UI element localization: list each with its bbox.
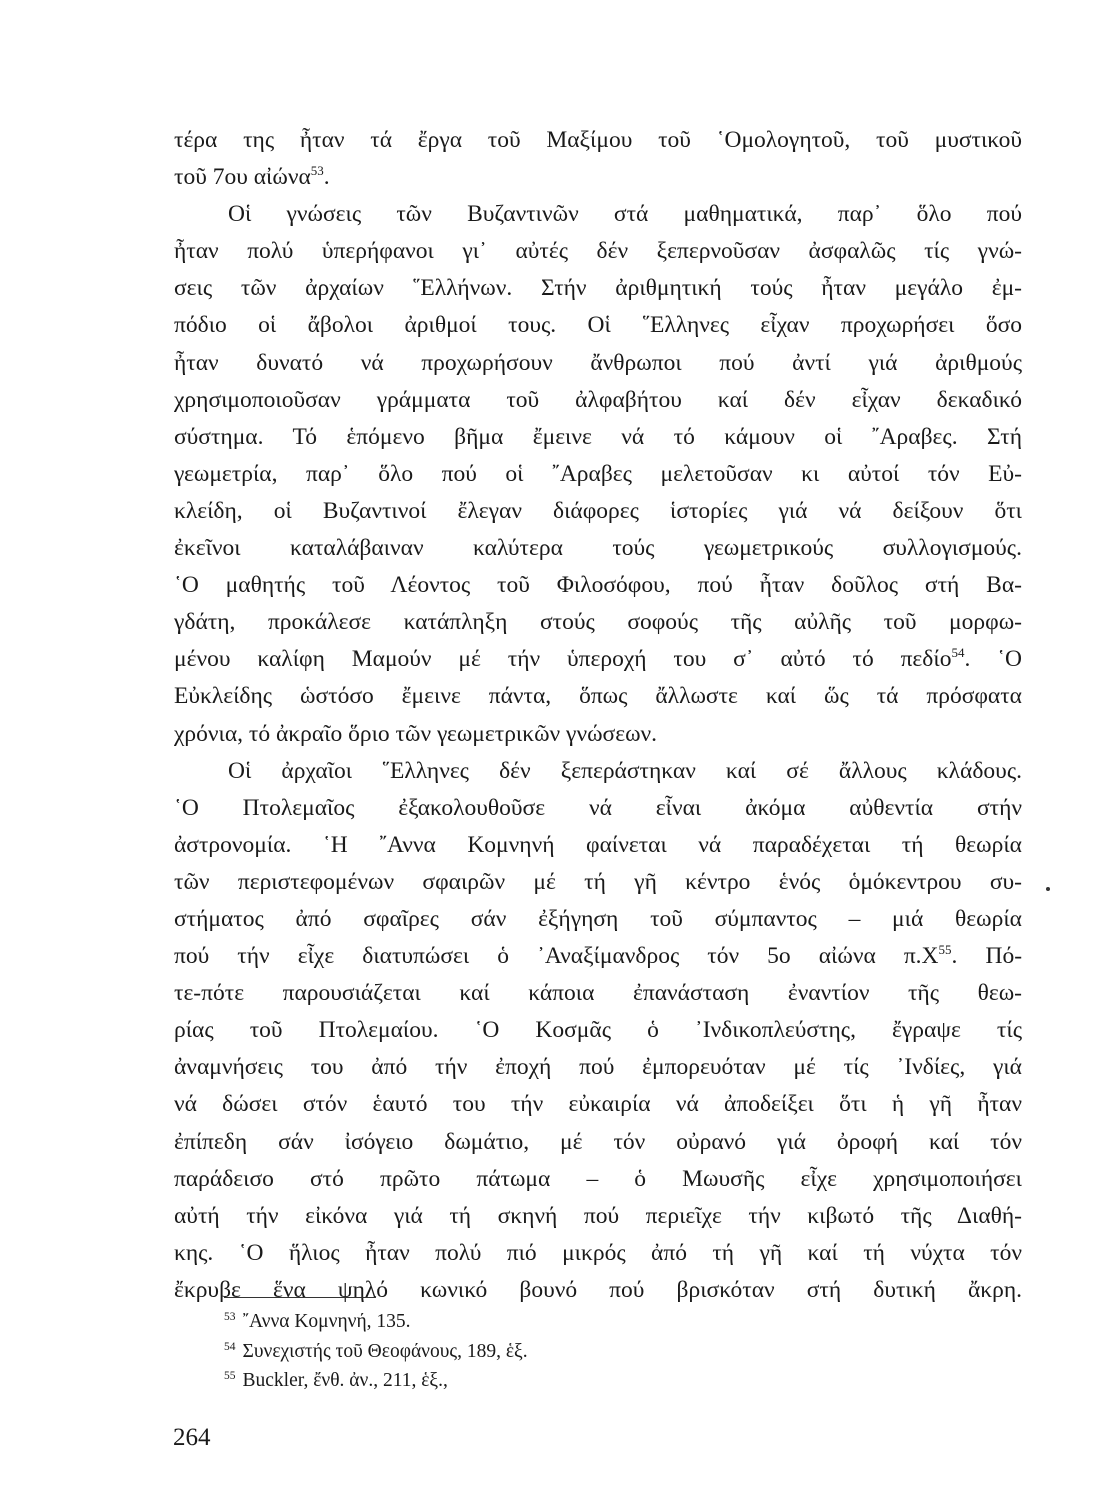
text-line-content: μένου καλίφη Μαμούν μέ τήν ὑπεροχή του σ᾿ αὐτό τό πεδίο: [174, 646, 952, 673]
text-line-content: ῾Ο: [997, 646, 1022, 673]
text-line: αὐτή τήν εἰκόνα γιά τή σκηνή πού περιεῖχε τήν κιβωτό τῆς Διαθή-: [174, 1202, 1022, 1229]
page-number: 264: [173, 1424, 211, 1451]
text-line: στήματος ἀπό σφαῖρες σάν ἐξήγηση τοῦ σύμπαντος – μιά θεωρία: [174, 905, 1022, 932]
text-line: σύστημα. Τό ἑπόμενο βῆμα ἔμεινε νά τό κάμουν οἱ ῎Αραβες. Στή: [174, 423, 1022, 450]
text-line: [174, 641, 1022, 678]
text-line: ρίας τοῦ Πτολεμαίου. ῾Ο Κοσμᾶς ὁ ᾿Ινδικοπλεύστης, ἔγραψε τίς: [174, 1017, 1022, 1044]
text-line: ἀστρονομία. ῾Η ῎Αννα Κομνηνή φαίνεται νά παραδέχεται τή θεωρία: [174, 831, 1022, 858]
body-text: [174, 122, 1022, 1309]
text-line: τε-πότε παρουσιάζεται καί κάποια ἐπανάσταση ἐναντίον τῆς θεω-: [174, 980, 1022, 1007]
footnote-number: 53: [224, 1311, 236, 1323]
text-line-content: τοῦ 7ου αἰώνα: [174, 164, 311, 191]
text-line: παράδεισο στό πρῶτο πάτωμα – ὁ Μωυσῆς εἶχε χρησιμοποιήσει: [174, 1165, 1022, 1192]
footnote-number: 55: [224, 1370, 236, 1382]
text-line: [174, 938, 1022, 975]
punctuation: .: [964, 646, 971, 673]
text-line: σεις τῶν ἀρχαίων ῞Ελλήνων. Στήν ἀριθμητική τούς ἦταν μεγάλο ἐμ-: [174, 275, 1022, 302]
footnote-54: [224, 1337, 528, 1367]
footnote-ref-55[interactable]: 55: [938, 942, 952, 958]
footnotes: [224, 1307, 528, 1396]
text-line: τέρα της ἦταν τά ἔργα τοῦ Μαξίμου τοῦ ῾Ομολογητοῦ, τοῦ μυστικοῦ: [174, 127, 1022, 153]
text-line: ἐπίπεδη σάν ἰσόγειο δωμάτιο, μέ τόν οὐρανό γιά ὀροφή καί τόν: [174, 1128, 1022, 1155]
text-line: ῾Ο Πτολεμαῖος ἐξακολουθοῦσε νά εἶναι ἀκόμα αὐθεντία στήν: [174, 794, 1022, 821]
text-line: ἦταν πολύ ὑπερήφανοι γι᾿ αὐτές δέν ξεπερνοῦσαν ἀσφαλῶς τίς γνώ-: [174, 238, 1022, 265]
footnote-ref-53[interactable]: 53: [310, 163, 324, 179]
text-line: [174, 159, 1022, 196]
text-line: ἀναμνήσεις του ἀπό τήν ἐποχή πού ἐμπορευόταν μέ τίς ᾿Ινδίες, γιά: [174, 1054, 1022, 1081]
text-line: γδάτη, προκάλεσε κατάπληξη στούς σοφούς τῆς αὐλῆς τοῦ μορφω-: [174, 609, 1022, 636]
text-line: τῶν περιστεφομένων σφαιρῶν μέ τή γῆ κέντρο ἑνός ὁμόκεντρου συ-: [174, 868, 1022, 895]
text-line: ἔκρυβε ἕνα ψηλό κωνικό βουνό πού βρισκόταν στή δυτική ἄκρη.: [174, 1276, 1022, 1303]
footnote-text: Buckler, ἔνθ. ἀν., 211, ἑξ.,: [242, 1370, 448, 1391]
text-line: ῾Ο μαθητής τοῦ Λέοντος τοῦ Φιλοσόφου, πού ἦταν δοῦλος στή Βα-: [174, 572, 1022, 599]
text-line: γεωμετρία, παρ᾿ ὅλο πού οἱ ῎Αραβες μελετοῦσαν κι αὐτοί τόν Εὐ-: [174, 460, 1022, 487]
punctuation: .: [323, 164, 330, 191]
footnote-53: [224, 1307, 528, 1337]
text-line: Εὐκλείδης ὡστόσο ἔμεινε πάντα, ὅπως ἄλλωστε καί ὥς τά πρόσφατα: [174, 683, 1022, 710]
text-line-content: Πό-: [985, 943, 1023, 970]
text-line: κης. ῾Ο ἥλιος ἦταν πολύ πιό μικρός ἀπό τή γῆ καί τή νύχτα τόν: [174, 1239, 1022, 1266]
footnote-text: ῎Αννα Κομνηνή, 135.: [242, 1311, 411, 1332]
footnote-number: 54: [224, 1340, 236, 1353]
text-line: χρησιμοποιοῦσαν γράμματα τοῦ ἀλφαβήτου καί δέν εἶχαν δεκαδικό: [174, 386, 1022, 413]
footnote-text: Συνεχιστής τοῦ Θεοφάνους, 189, ἑξ.: [242, 1340, 528, 1362]
margin-speck: [1046, 887, 1050, 891]
text-line-content: πού τήν εἶχε διατυπώσει ὁ ᾿Αναξίμανδρος τόν 5ο αἰώνα π.Χ: [174, 943, 939, 970]
punctuation: .: [951, 943, 958, 970]
text-line: ἐκεῖνοι καταλάβαιναν καλύτερα τούς γεωμετρικούς συλλογισμούς.: [174, 535, 1022, 562]
text-line: κλείδη, οἱ Βυζαντινοί ἔλεγαν διάφορες ἱστορίες γιά νά δείξουν ὅτι: [174, 497, 1022, 524]
text-line: ἦταν δυνατό νά προχωρήσουν ἄνθρωποι πού ἀντί γιά ἀριθμούς: [174, 349, 1022, 376]
text-line: νά δώσει στόν ἑαυτό του τήν εὐκαιρία νά ἀποδείξει ὅτι ἡ γῆ ἦταν: [174, 1091, 1022, 1118]
paragraph-start-line: Οἱ ἀρχαῖοι ῞Ελληνες δέν ξεπεράστηκαν καί σέ ἄλλους κλάδους.: [228, 757, 1022, 784]
paragraph-start-line: Οἱ γνώσεις τῶν Βυζαντινῶν στά μαθηματικά, παρ᾿ ὅλο πού: [228, 201, 1022, 228]
text-line: πόδιο οἱ ἄβολοι ἀριθμοί τους. Οἱ ῞Ελληνες εἶχαν προχωρήσει ὅσο: [174, 312, 1022, 339]
footnote-ref-54[interactable]: 54: [951, 645, 965, 661]
footnote-55: [224, 1366, 528, 1396]
text-line: χρόνια, τό ἀκραῖο ὅριο τῶν γεωμετρικῶν γνώσεων.: [174, 720, 658, 747]
footnote-separator: [224, 1297, 376, 1298]
